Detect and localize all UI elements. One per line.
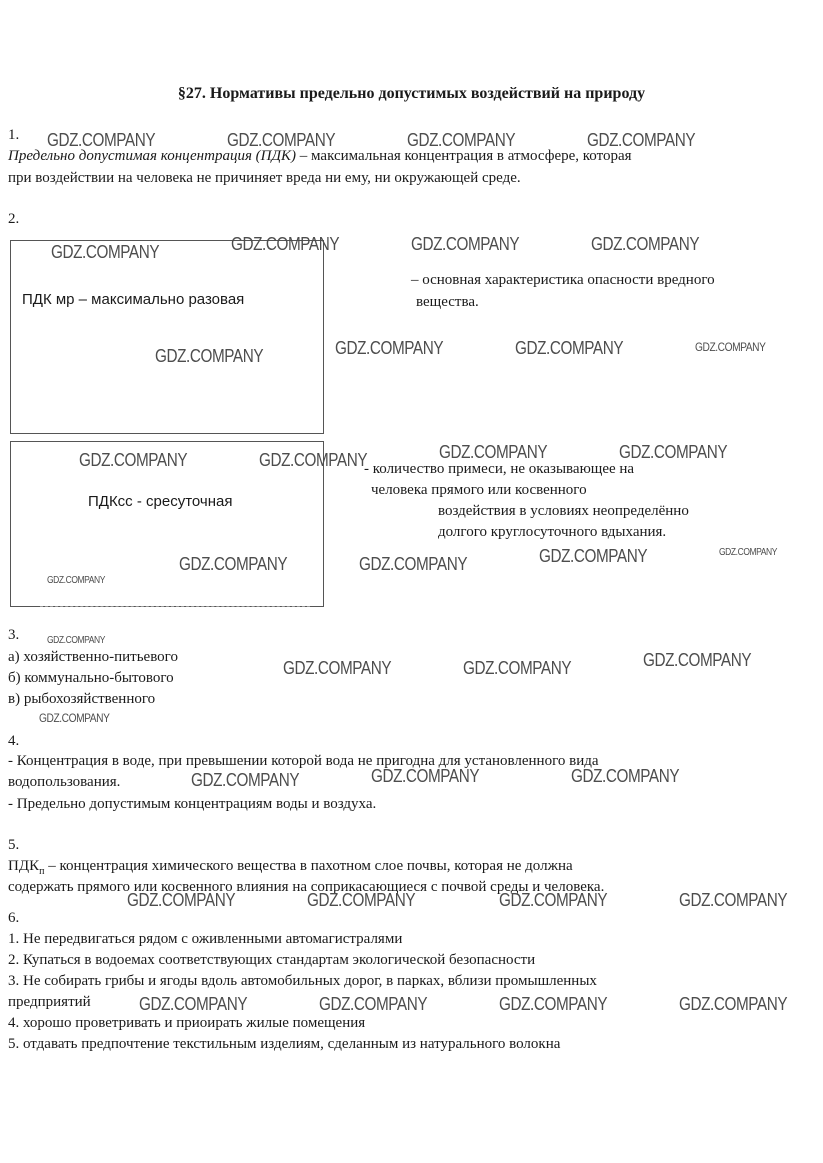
divider	[40, 606, 310, 607]
section-2-number: 2.	[8, 211, 20, 227]
pdk-ss-label: ПДКсс - сресуточная	[88, 493, 233, 510]
section-1-number: 1.	[8, 127, 20, 143]
list-item: б) коммунально-бытового	[8, 670, 174, 686]
watermark: GDZ.COMPANY	[719, 547, 777, 558]
watermark: GDZ.COMPANY	[407, 130, 516, 150]
pdk-mr-desc-1: – основная характеристика опасности вредного	[411, 272, 715, 288]
section-4-number: 4.	[8, 733, 20, 749]
watermark: GDZ.COMPANY	[335, 338, 444, 358]
list-item: 4. хорошо проветривать и приоирать жилые помещения	[8, 1015, 366, 1031]
section-3-number: 3.	[8, 627, 20, 643]
watermark: GDZ.COMPANY	[571, 766, 680, 786]
section-4-line-1: - Концентрация в воде, при превышении которой вода не пригодна для установленного вида	[8, 753, 599, 769]
list-item: а) хозяйственно-питьевого	[8, 649, 178, 665]
watermark: GDZ.COMPANY	[643, 650, 752, 670]
watermark: GDZ.COMPANY	[179, 554, 288, 574]
watermark: GDZ.COMPANY	[79, 450, 188, 470]
pdk-term: Предельно допустимая концентрация (ПДК)	[8, 148, 297, 164]
watermark: GDZ.COMPANY	[283, 658, 392, 678]
list-item: 5. отдавать предпочтение текстильным изделиям, сделанным из натурального волокна	[8, 1036, 561, 1052]
watermark: GDZ.COMPANY	[515, 338, 624, 358]
section-5-line-2: содержать прямого или косвенного влияния на соприкасающиеся с почвой среды и человека.	[8, 879, 605, 895]
pdk-ss-desc-4: долгого круглосуточного вдыхания.	[438, 524, 667, 540]
page-title: §27. Нормативы предельно допустимых воздействий на природу	[177, 85, 646, 102]
section-4-line-3: - Предельно допустимым концентрациям воды и воздуха.	[8, 796, 377, 812]
watermark: GDZ.COMPANY	[127, 890, 236, 910]
pdk-ss-desc-2: человека прямого или косвенного	[371, 482, 587, 498]
pdk-p-definition: – концентрация химического вещества в пахотном слое почвы, которая не должна	[44, 858, 573, 874]
watermark: GDZ.COMPANY	[619, 442, 728, 462]
watermark: GDZ.COMPANY	[191, 770, 300, 790]
watermark: GDZ.COMPANY	[259, 450, 368, 470]
watermark: GDZ.COMPANY	[499, 994, 608, 1014]
list-item: предприятий	[8, 994, 91, 1010]
watermark: GDZ.COMPANY	[47, 130, 156, 150]
watermark: GDZ.COMPANY	[227, 130, 336, 150]
pdk-mr-label: ПДК мр – максимально разовая	[22, 291, 245, 308]
watermark: GDZ.COMPANY	[411, 234, 520, 254]
watermark: GDZ.COMPANY	[371, 766, 480, 786]
watermark: GDZ.COMPANY	[679, 890, 788, 910]
pdk-p-subscript: п	[39, 866, 45, 877]
pdk-mr-desc-2: вещества.	[416, 294, 479, 310]
pdk-ss-desc-1: - количество примеси, не оказывающее на	[364, 461, 635, 477]
section-4-line-2: водопользования.	[8, 774, 121, 790]
watermark: GDZ.COMPANY	[539, 546, 648, 566]
section-6-number: 6.	[8, 910, 20, 926]
watermark: GDZ.COMPANY	[463, 658, 572, 678]
list-item: 2. Купаться в водоемах соответствующих стандартам экологической безопасности	[8, 952, 536, 968]
pdk-ss-desc-3: воздействия в условиях неопределённо	[438, 503, 689, 519]
section-1-line-2: при воздействии на человека не причиняет вреда ни ему, ни окружающей среде.	[8, 170, 521, 186]
pdk-p-label: ПДК	[8, 858, 40, 874]
watermark: GDZ.COMPANY	[359, 554, 468, 574]
watermark: GDZ.COMPANY	[39, 711, 110, 725]
list-item: 1. Не передвигаться рядом с оживленными автомагистралями	[8, 931, 403, 947]
pdk-mr-box	[10, 240, 324, 434]
watermark: GDZ.COMPANY	[307, 890, 416, 910]
watermark: GDZ.COMPANY	[51, 242, 160, 262]
watermark: GDZ.COMPANY	[695, 340, 766, 354]
watermark: GDZ.COMPANY	[155, 346, 264, 366]
watermark: GDZ.COMPANY	[499, 890, 608, 910]
watermark: GDZ.COMPANY	[139, 994, 248, 1014]
watermark: GDZ.COMPANY	[679, 994, 788, 1014]
watermark: GDZ.COMPANY	[587, 130, 696, 150]
pdk-definition: – максимальная концентрация в атмосфере, которая	[296, 148, 632, 164]
watermark: GDZ.COMPANY	[47, 635, 105, 646]
list-item: 3. Не собирать грибы и ягоды вдоль автомобильных дорог, в парках, вблизи промышленных	[8, 973, 597, 989]
watermark: GDZ.COMPANY	[591, 234, 700, 254]
watermark: GDZ.COMPANY	[47, 575, 105, 586]
section-5-number: 5.	[8, 837, 20, 853]
watermark: GDZ.COMPANY	[231, 234, 340, 254]
list-item: в) рыбохозяйственного	[8, 691, 156, 707]
watermark: GDZ.COMPANY	[439, 442, 548, 462]
watermark: GDZ.COMPANY	[319, 994, 428, 1014]
